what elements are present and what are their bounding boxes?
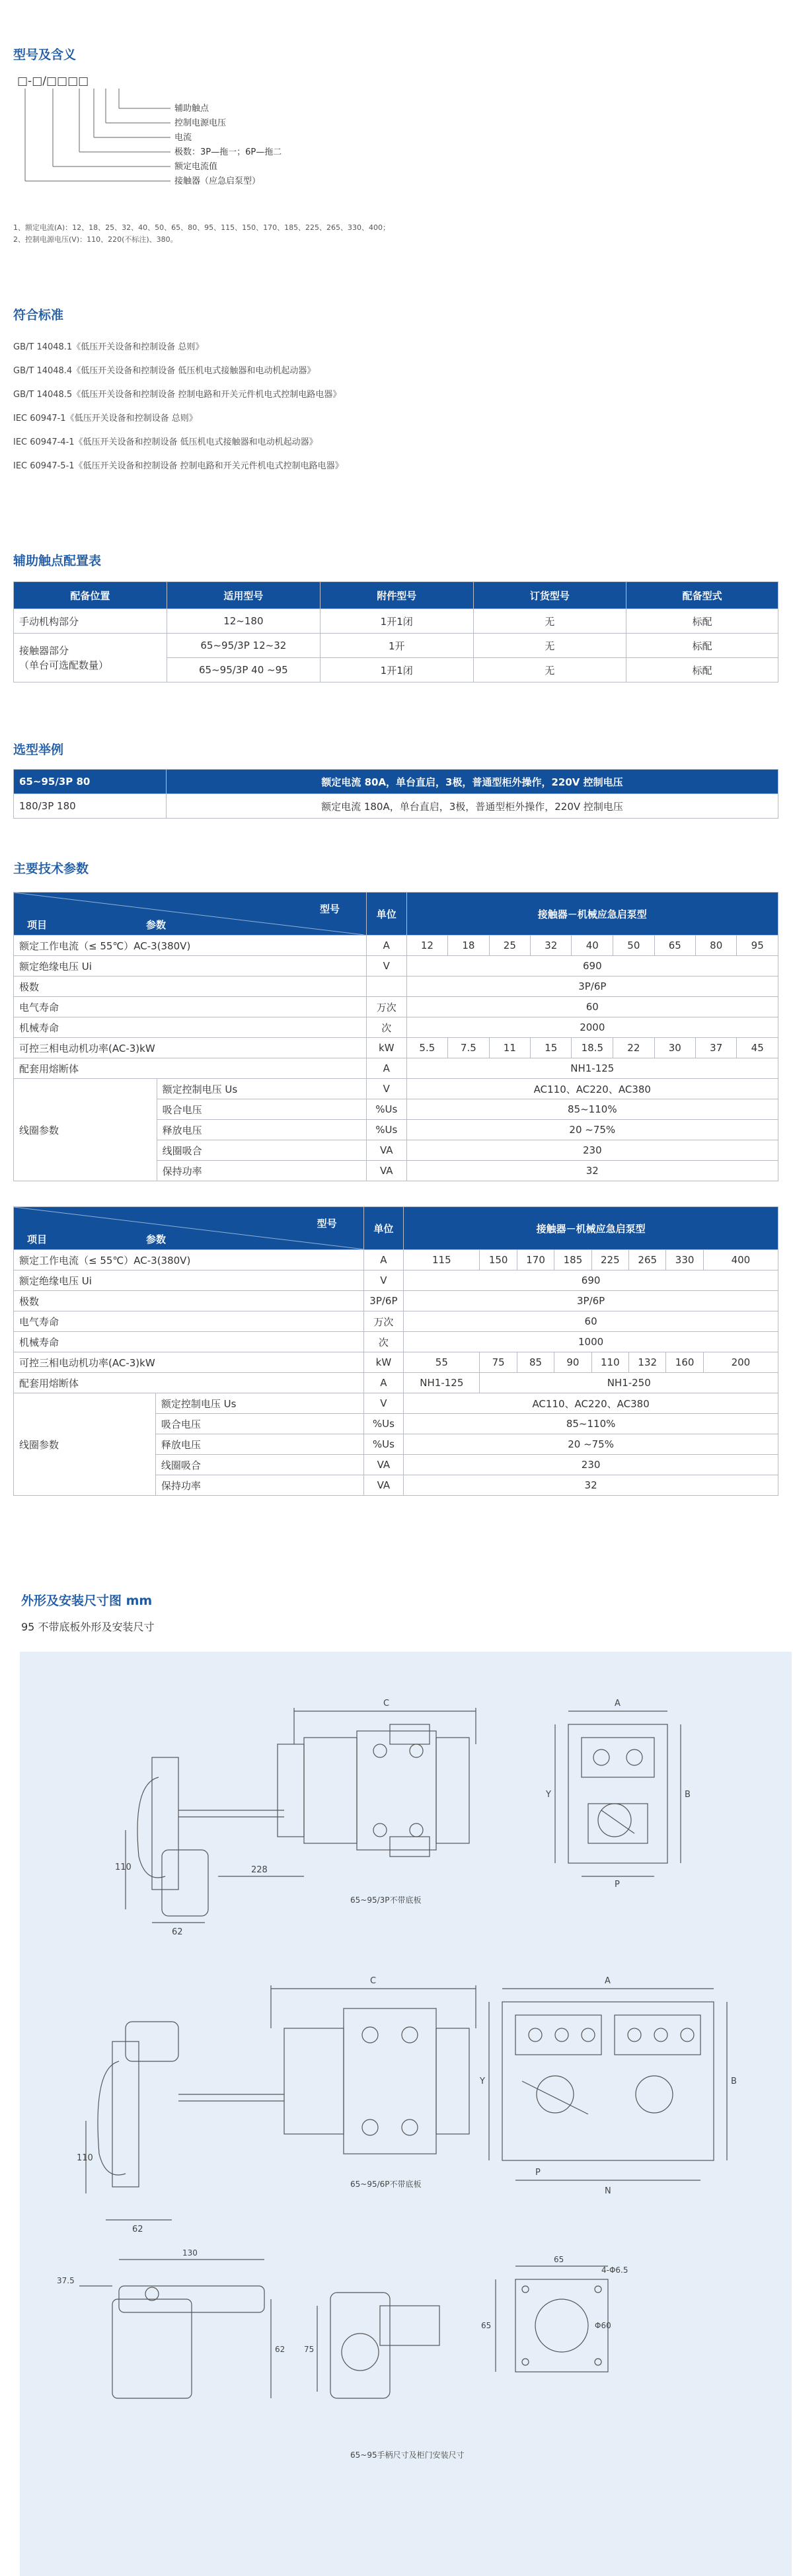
dim-label: 110 bbox=[115, 1862, 132, 1872]
table-row: 配套用熔断体 A NH1-125 NH1-250 bbox=[14, 1373, 778, 1393]
col-header: 配备型式 bbox=[626, 582, 778, 609]
tech-params-table-1 bbox=[13, 892, 778, 1181]
dim-label: P bbox=[615, 1880, 620, 1890]
model-label-3: 电流 bbox=[174, 133, 192, 143]
section-title-selection: 选型举例 bbox=[13, 743, 64, 757]
model-label-6: 接触器（应急启泵型） bbox=[174, 176, 261, 186]
table-row: 手动机构部分 12~180 1开1闭 无 标配 bbox=[14, 609, 778, 634]
model-label-1: 辅助触点 bbox=[174, 104, 209, 114]
drawing-panel bbox=[20, 1652, 792, 2576]
figure-3p bbox=[20, 1652, 792, 1942]
figure-caption: 65~95/3P不带底板 bbox=[350, 1895, 422, 1905]
table-row: 机械寿命 次 2000 bbox=[14, 1017, 778, 1038]
standard-item: IEC 60947-1《低压开关设备和控制设备 总则》 bbox=[13, 414, 198, 423]
model-note-2: 2、控制电源电压(V)：110、220(不标注)、380。 bbox=[13, 235, 178, 244]
dim-label: C bbox=[383, 1699, 390, 1709]
table-row: 释放电压 %Us 20 ~75% bbox=[14, 1434, 778, 1455]
standard-item: GB/T 14048.5《低压开关设备和控制设备 控制电路和开关元件机电式控制电路电器》 bbox=[13, 390, 342, 400]
dim-label: 62 bbox=[275, 2345, 285, 2354]
col-header: 订货型号 bbox=[473, 582, 626, 609]
dim-label: 65 bbox=[554, 2255, 564, 2264]
standard-item: GB/T 14048.1《低压开关设备和控制设备 总则》 bbox=[13, 342, 204, 352]
table-row: 额定绝缘电压 Ui V 690 bbox=[14, 1270, 778, 1291]
table-row: 电气寿命 万次 60 bbox=[14, 997, 778, 1017]
table-row: 额定工作电流（≤ 55℃）AC-3(380V) A 115 150 170 185 225 265 330 400 bbox=[14, 1250, 778, 1270]
dim-label: 62 bbox=[172, 1927, 183, 1937]
table-row: 机械寿命 次 1000 bbox=[14, 1332, 778, 1352]
dim-label: 62 bbox=[132, 2225, 143, 2234]
col-header: 适用型号 bbox=[167, 582, 320, 609]
table-row: 180/3P 180 额定电流 180A，单台直启，3极，普通型柜外操作，220V 控制电压 bbox=[14, 794, 778, 819]
model-label-2: 控制电源电压 bbox=[174, 118, 227, 128]
table-row: 电气寿命 万次 60 bbox=[14, 1311, 778, 1332]
aux-contacts-table bbox=[13, 581, 778, 682]
section-title-aux-contacts: 辅助触点配置表 bbox=[13, 554, 102, 568]
section-title-standards: 符合标准 bbox=[13, 308, 64, 322]
figure-caption: 65~95手柄尺寸及柜门安装尺寸 bbox=[350, 2450, 465, 2460]
model-label-5: 额定电流值 bbox=[174, 162, 218, 172]
dim-label: 37.5 bbox=[57, 2276, 75, 2285]
table-row: 线圈吸合 VA 230 bbox=[14, 1140, 778, 1161]
table-header-row: 型号 项目 参数 单位 接触器－机械应急启泵型 bbox=[14, 893, 778, 936]
dim-label: Y bbox=[546, 1790, 551, 1800]
section-title-model: 型号及含义 bbox=[13, 48, 77, 62]
standard-item: IEC 60947-5-1《低压开关设备和控制设备 控制电路和开关元件机电式控制电路电器》 bbox=[13, 461, 344, 471]
dim-label: B bbox=[731, 2077, 737, 2086]
dim-label: 228 bbox=[251, 1865, 268, 1875]
dim-label: C bbox=[370, 1976, 377, 1986]
diagonal-header-cell: 型号 项目 参数 bbox=[14, 1207, 364, 1250]
model-code-diagram bbox=[13, 73, 357, 205]
table-row: 极数 3P/6P 3P/6P bbox=[14, 1291, 778, 1311]
dim-label: 130 bbox=[182, 2248, 198, 2258]
section-title-tech-params: 主要技术参数 bbox=[13, 862, 89, 876]
model-code: □-□/□□□□ bbox=[17, 75, 89, 88]
table-row: 吸合电压 %Us 85~110% bbox=[14, 1099, 778, 1120]
model-label-4: 极数：3P—拖一；6P—拖二 bbox=[174, 147, 282, 157]
table-row: 65~95/3P 40 ~95 1开1闭 无 标配 bbox=[14, 658, 778, 682]
table-header-row: 型号 项目 参数 单位 接触器－机械应急启泵型 bbox=[14, 1207, 778, 1250]
section-title-dimensions: 外形及安装尺寸图 mm bbox=[21, 1594, 153, 1608]
dim-label: 110 bbox=[77, 2153, 93, 2163]
table-row: 可控三相电动机功率(AC-3)kW kW 5.5 7.5 11 15 18.5 22 30 37 45 bbox=[14, 1038, 778, 1058]
col-header: 配备位置 bbox=[14, 582, 167, 609]
table-row: 配套用熔断体 A NH1-125 bbox=[14, 1058, 778, 1079]
standard-item: GB/T 14048.4《低压开关设备和控制设备 低压机电式接触器和电动机起动器》 bbox=[13, 366, 316, 376]
figure-handle bbox=[20, 2246, 792, 2484]
model-note-1: 1、额定电流(A)：12、18、25、32、40、50、65、80、95、115、150、170、185、225、265、330、400； bbox=[13, 223, 391, 232]
figure-caption: 65~95/6P不带底板 bbox=[350, 2180, 422, 2189]
dim-label: A bbox=[615, 1699, 621, 1709]
table-row: 线圈参数 额定控制电压 Us V AC110、AC220、AC380 bbox=[14, 1393, 778, 1414]
dimensions-subtitle: 95 不带底板外形及安装尺寸 bbox=[21, 1621, 155, 1633]
dim-label: Y bbox=[480, 2077, 485, 2086]
table-row: 线圈参数 额定控制电压 Us V AC110、AC220、AC380 bbox=[14, 1079, 778, 1099]
dim-label: Φ60 bbox=[595, 2321, 611, 2330]
table-row: 极数 3P/6P bbox=[14, 976, 778, 997]
dim-label: P bbox=[535, 2168, 541, 2178]
table-row: 吸合电压 %Us 85~110% bbox=[14, 1414, 778, 1434]
table-row: 保持功率 VA 32 bbox=[14, 1161, 778, 1181]
dim-label: A bbox=[605, 1976, 611, 1986]
dim-label: B bbox=[685, 1790, 691, 1800]
tech-params-table-2 bbox=[13, 1206, 778, 1496]
standard-item: IEC 60947-4-1《低压开关设备和控制设备 低压机电式接触器和电动机起动器》 bbox=[13, 437, 318, 447]
table-row: 65~95/3P 80 额定电流 80A，单台直启，3极，普通型柜外操作，220V 控制电压 bbox=[14, 770, 778, 794]
table-row: 可控三相电动机功率(AC-3)kW kW 55 75 85 90 110 132 160 200 bbox=[14, 1352, 778, 1373]
table-row: 释放电压 %Us 20 ~75% bbox=[14, 1120, 778, 1140]
selection-example-table bbox=[13, 769, 778, 819]
table-row: 额定工作电流（≤ 55℃）AC-3(380V) A 12 18 25 32 40 50 65 80 95 bbox=[14, 936, 778, 956]
dim-label: N bbox=[605, 2186, 611, 2196]
dim-label: 4-Φ6.5 bbox=[601, 2265, 628, 2275]
table-row: 接触器部分 （单台可选配数量） 65~95/3P 12~32 1开 无 标配 bbox=[14, 634, 778, 658]
table-row: 额定绝缘电压 Ui V 690 bbox=[14, 956, 778, 976]
diagonal-header-cell: 型号 项目 参数 bbox=[14, 893, 367, 936]
figure-6p bbox=[20, 1962, 792, 2234]
standards-list bbox=[13, 336, 344, 478]
dim-label: 75 bbox=[304, 2345, 315, 2354]
table-row: 线圈吸合 VA 230 bbox=[14, 1455, 778, 1475]
col-header: 附件型号 bbox=[320, 582, 473, 609]
dim-label: 65 bbox=[481, 2321, 492, 2330]
table-row: 保持功率 VA 32 bbox=[14, 1475, 778, 1496]
